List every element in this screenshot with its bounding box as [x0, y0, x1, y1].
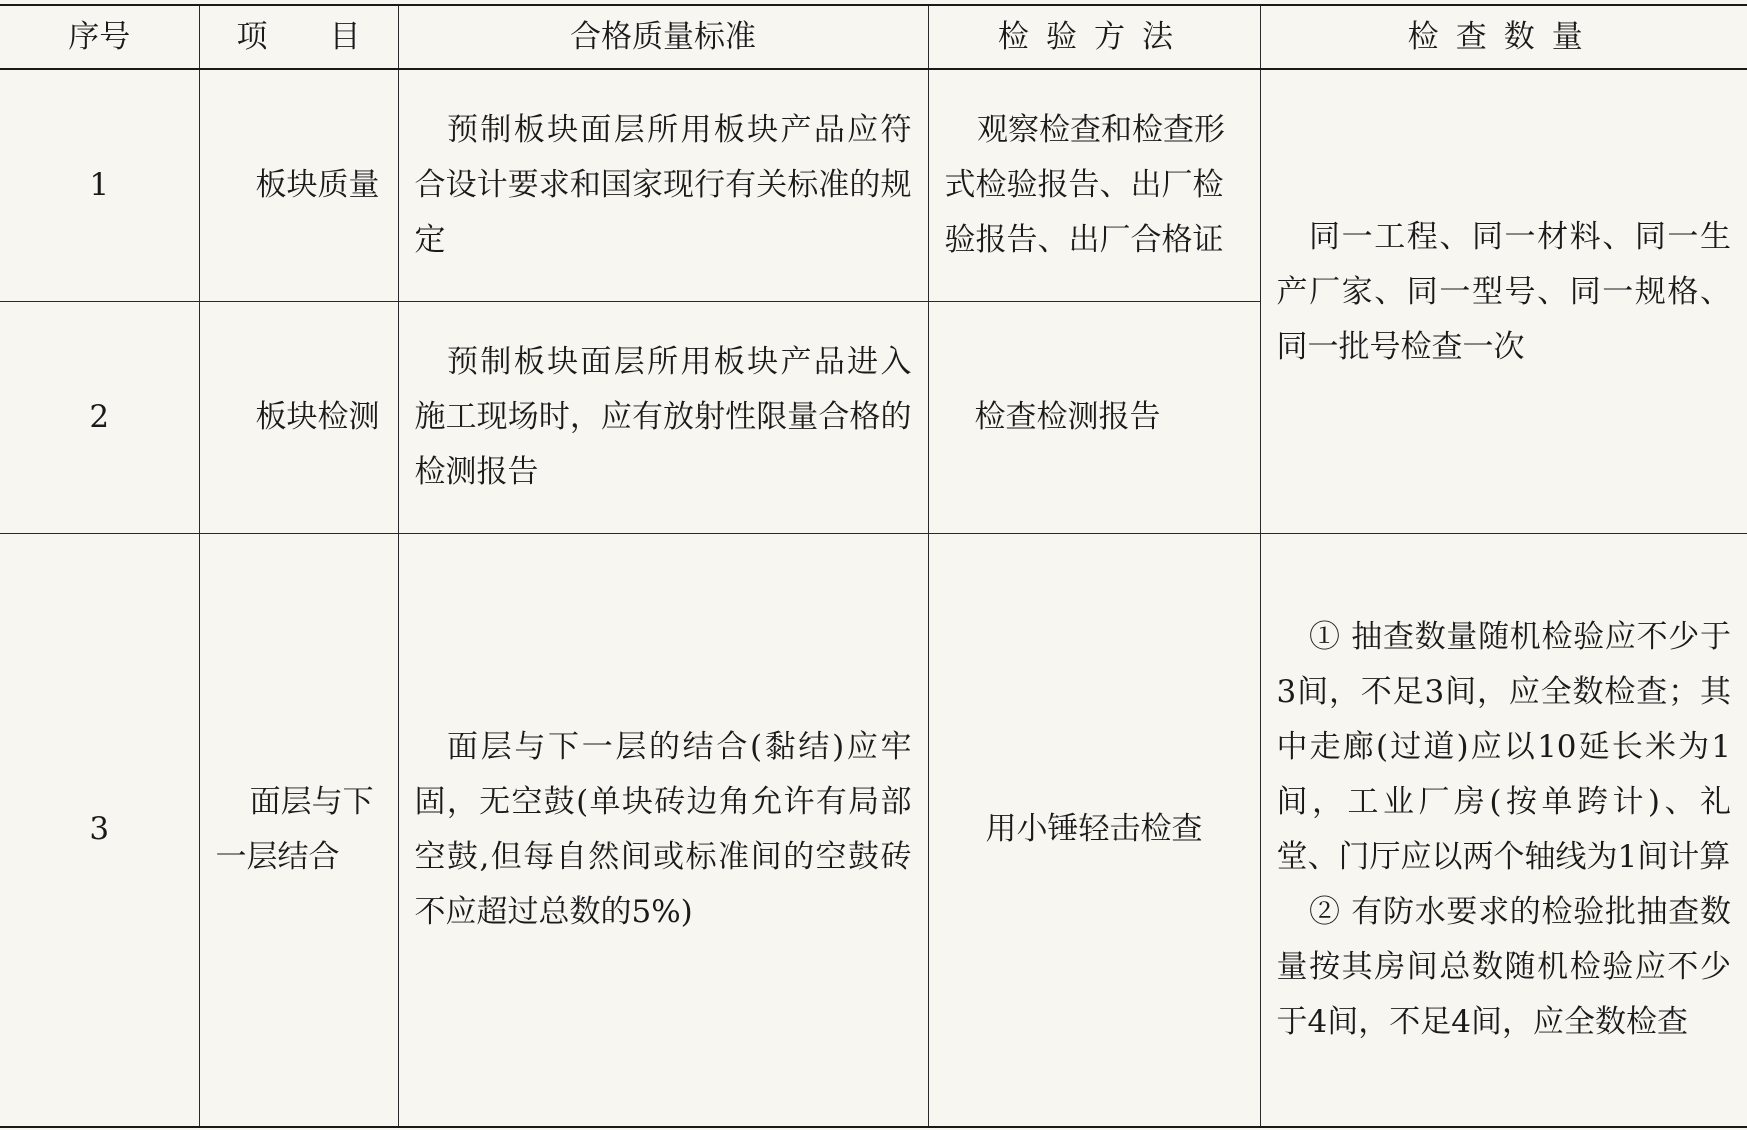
- quantity-item-1: ① 抽查数量随机检验应不少于3间，不足3间，应全数检查；其中走廊(过道)应以10延长米为1间，工业厂房(按单跨计)、礼堂、门厅应以两个轴线为1间计算: [1276, 618, 1731, 875]
- standard-text: 预制板块面层所用板块产品应符合设计要求和国家现行有关标准的规定: [414, 111, 912, 258]
- row-seq: 2: [0, 301, 199, 533]
- row-standard: [398, 69, 928, 301]
- quantity-text: 同一工程、同一材料、同一生产厂家、同一型号、同一规格、同一批号检查一次: [1276, 219, 1731, 365]
- row-seq: 3: [0, 533, 199, 1127]
- header-method: 检验方法: [928, 5, 1260, 69]
- row-item: [199, 533, 398, 1127]
- header-quantity: 检查数量: [1260, 5, 1747, 69]
- inspection-table: [0, 4, 1747, 1128]
- table-row: [0, 69, 1747, 301]
- standard-text: 预制板块面层所用板块产品进入施工现场时，应有放射性限量合格的检测报告: [414, 343, 912, 490]
- header-item: 项 目: [199, 5, 398, 69]
- row-method: [928, 69, 1260, 301]
- quantity-item-2: ② 有防水要求的检验批抽查数量按其房间总数随机检验应不少于4间，不足4间，应全数检查: [1276, 893, 1731, 1040]
- row-quantity-shared: [1260, 69, 1747, 533]
- item-text: 面层与下一层结合: [215, 783, 374, 875]
- row-quantity: [1260, 533, 1747, 1127]
- row-method: 检查检测报告: [928, 301, 1260, 533]
- method-text: 观察检查和检查形式检验报告、出厂检验报告、出厂合格证: [944, 111, 1226, 258]
- row-item: 板块质量: [199, 69, 398, 301]
- row-method: 用小锤轻击检查: [928, 533, 1260, 1127]
- row-standard: [398, 301, 928, 533]
- row-item: 板块检测: [199, 301, 398, 533]
- table-row: [0, 533, 1747, 1127]
- standard-text: 面层与下一层的结合(黏结)应牢固，无空鼓(单块砖边角允许有局部空鼓,但每自然间或标准间的空鼓砖不应超过总数的5%): [414, 728, 912, 930]
- row-standard: [398, 533, 928, 1127]
- header-standard: 合格质量标准: [398, 5, 928, 69]
- row-seq: 1: [0, 69, 199, 301]
- header-seq: 序号: [0, 5, 199, 69]
- header-row: [0, 5, 1747, 69]
